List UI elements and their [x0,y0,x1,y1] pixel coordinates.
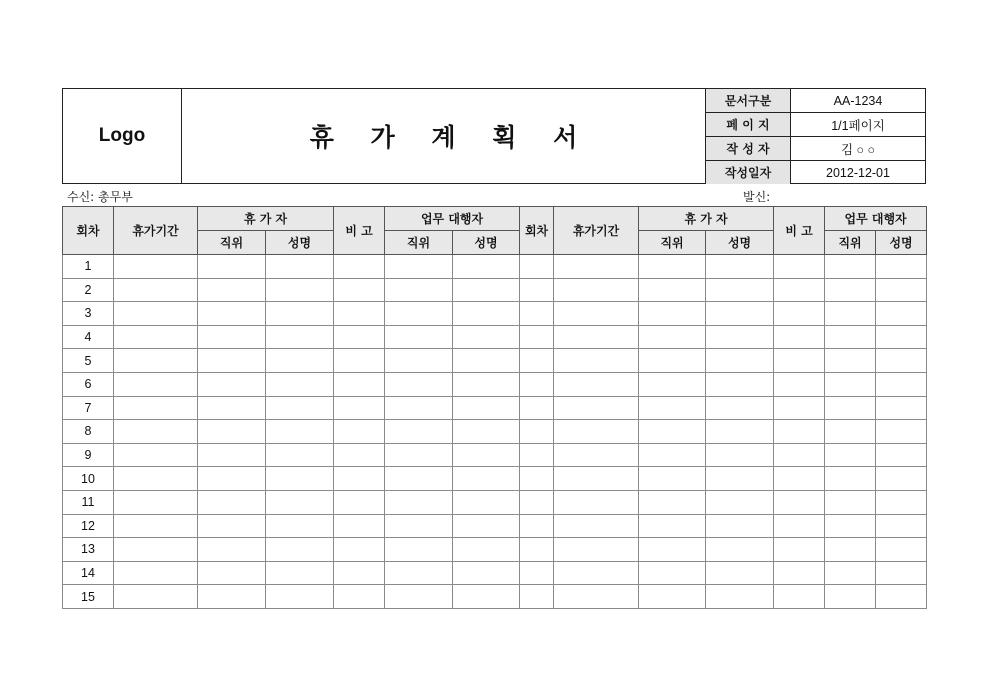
table-cell[interactable] [774,490,825,514]
row-number: 12 [63,514,114,538]
table-cell[interactable] [385,278,453,302]
table-row [63,467,927,491]
header-round: 회차 [63,207,114,255]
table-cell[interactable] [876,396,927,420]
table-cell[interactable] [706,585,774,609]
table-cell[interactable] [453,443,520,467]
table-cell[interactable] [334,585,385,609]
table-cell[interactable] [385,467,453,491]
table-cell[interactable] [334,561,385,585]
info-value: AA-1234 [791,89,926,113]
table-cell[interactable] [639,372,706,396]
table-cell[interactable] [453,514,520,538]
row-number: 5 [63,349,114,373]
table-cell[interactable] [825,372,876,396]
table-cell[interactable] [453,372,520,396]
table-cell[interactable] [334,349,385,373]
table-cell[interactable] [520,514,554,538]
row-number: 3 [63,302,114,326]
table-cell[interactable] [385,585,453,609]
table-row [63,443,927,467]
table-cell[interactable] [266,490,334,514]
table-cell[interactable] [554,278,639,302]
row-number: 1 [63,255,114,279]
table-cell[interactable] [520,585,554,609]
table-cell[interactable] [554,255,639,279]
table-cell[interactable] [114,514,198,538]
table-cell[interactable] [774,467,825,491]
recipient-label: 수신: 총무부 [67,190,133,204]
info-value: 2012-12-01 [826,165,890,180]
table-cell[interactable] [334,490,385,514]
table-cell[interactable] [774,443,825,467]
vacation-plan-table [62,206,927,609]
table-cell[interactable] [639,255,706,279]
table-cell[interactable] [774,372,825,396]
table-cell[interactable] [198,396,266,420]
table-cell[interactable] [198,278,266,302]
table-cell[interactable] [266,278,334,302]
table-cell[interactable] [774,255,825,279]
row-number: 13 [63,538,114,562]
table-cell[interactable] [453,561,520,585]
table-cell[interactable] [774,585,825,609]
table-cell[interactable] [774,538,825,562]
table-cell[interactable] [385,302,453,326]
table-row [63,585,927,609]
table-cell[interactable] [114,538,198,562]
table-cell[interactable] [825,514,876,538]
table-cell[interactable] [520,561,554,585]
info-label: 문서구분 [706,89,791,113]
table-cell[interactable] [876,585,927,609]
row-number: 8 [63,420,114,444]
row-number: 9 [63,443,114,467]
table-cell[interactable] [774,514,825,538]
table-cell[interactable] [114,420,198,444]
row-number: 4 [63,325,114,349]
table-cell[interactable] [876,443,927,467]
table-cell[interactable] [706,538,774,562]
table-cell[interactable] [706,490,774,514]
row-number: 10 [63,467,114,491]
table-cell[interactable] [639,325,706,349]
table-cell[interactable] [453,325,520,349]
table-cell[interactable] [334,255,385,279]
table-cell[interactable] [706,349,774,373]
info-row [706,113,925,137]
table-cell[interactable] [266,255,334,279]
table-cell[interactable] [453,490,520,514]
header-position: 직위 [385,231,453,255]
table-cell[interactable] [876,514,927,538]
table-cell[interactable] [639,514,706,538]
table-cell[interactable] [639,349,706,373]
row-number: 11 [63,490,114,514]
table-cell[interactable] [639,396,706,420]
table-cell[interactable] [876,278,927,302]
table-cell[interactable] [554,443,639,467]
table-cell[interactable] [334,467,385,491]
table-cell[interactable] [114,349,198,373]
table-cell[interactable] [520,396,554,420]
table-cell[interactable] [385,514,453,538]
table-cell[interactable] [198,372,266,396]
table-cell[interactable] [876,490,927,514]
table-cell[interactable] [453,278,520,302]
table-cell[interactable] [554,372,639,396]
table-cell[interactable] [554,325,639,349]
table-cell[interactable] [876,420,927,444]
table-cell[interactable] [706,561,774,585]
table-cell[interactable] [876,561,927,585]
header-vacationer: 휴 가 자 [639,207,774,231]
info-value: 김 ○ ○ [791,137,926,161]
table-cell[interactable] [554,396,639,420]
header-note: 비 고 [334,207,385,255]
table-cell[interactable] [114,302,198,326]
table-cell[interactable] [706,372,774,396]
table-cell[interactable] [876,302,927,326]
table-cell[interactable] [706,467,774,491]
table-cell[interactable] [876,538,927,562]
table-cell[interactable] [114,443,198,467]
table-cell[interactable] [774,420,825,444]
table-cell[interactable] [334,396,385,420]
header-position: 직위 [825,231,876,255]
table-cell[interactable] [198,443,266,467]
row-number: 14 [63,561,114,585]
table-row [63,325,927,349]
table-cell[interactable] [825,467,876,491]
table-cell[interactable] [198,325,266,349]
table-cell[interactable] [453,420,520,444]
table-cell[interactable] [385,490,453,514]
info-label: 작성일자 [706,161,791,185]
table-cell[interactable] [114,490,198,514]
table-cell[interactable] [114,467,198,491]
table-cell[interactable] [706,255,774,279]
table-row [63,514,927,538]
table-cell[interactable] [334,302,385,326]
table-cell[interactable] [198,349,266,373]
table-cell[interactable] [385,325,453,349]
table-cell[interactable] [453,585,520,609]
info-row [706,89,925,113]
table-cell[interactable] [114,325,198,349]
table-cell[interactable] [706,302,774,326]
table-cell[interactable] [266,349,334,373]
table-cell[interactable] [706,278,774,302]
info-value: 1/1페이지 [791,113,926,137]
table-cell[interactable] [520,372,554,396]
header-name: 성명 [876,231,927,255]
table-cell[interactable] [266,585,334,609]
table-cell[interactable] [385,396,453,420]
table-cell[interactable] [266,372,334,396]
row-number: 6 [63,372,114,396]
table-cell[interactable] [639,443,706,467]
info-row [706,161,925,185]
table-cell[interactable] [114,396,198,420]
table-cell[interactable] [266,538,334,562]
table-cell[interactable] [825,302,876,326]
table-cell[interactable] [385,538,453,562]
table-row [63,561,927,585]
table-cell[interactable] [385,255,453,279]
table-row [63,278,927,302]
table-cell[interactable] [825,278,876,302]
table-cell[interactable] [639,278,706,302]
table-cell[interactable] [114,561,198,585]
header-position: 직위 [198,231,266,255]
table-cell[interactable] [114,372,198,396]
table-cell[interactable] [825,396,876,420]
table-cell[interactable] [453,467,520,491]
row-number: 15 [63,585,114,609]
table-cell[interactable] [825,443,876,467]
document-info-table [706,89,925,184]
table-cell[interactable] [639,490,706,514]
table-cell[interactable] [114,255,198,279]
table-cell[interactable] [554,490,639,514]
table-cell[interactable] [334,420,385,444]
table-cell[interactable] [554,349,639,373]
table-cell[interactable] [198,467,266,491]
table-cell[interactable] [266,420,334,444]
table-cell[interactable] [876,467,927,491]
table-cell[interactable] [520,278,554,302]
table-cell[interactable] [198,585,266,609]
table-row [63,538,927,562]
table-cell[interactable] [706,396,774,420]
row-number: 2 [63,278,114,302]
table-cell[interactable] [334,538,385,562]
table-cell[interactable] [198,420,266,444]
table-cell[interactable] [554,420,639,444]
header-row-1 [63,207,927,231]
table-cell[interactable] [520,349,554,373]
table-cell[interactable] [520,538,554,562]
table-cell[interactable] [774,325,825,349]
table-cell[interactable] [198,514,266,538]
table-cell[interactable] [876,372,927,396]
table-cell[interactable] [554,467,639,491]
header-name: 성명 [453,231,520,255]
table-cell[interactable] [876,349,927,373]
table-cell[interactable] [198,538,266,562]
info-label: 작 성 자 [706,137,791,161]
table-cell[interactable] [825,490,876,514]
table-cell[interactable] [453,255,520,279]
table-cell[interactable] [706,325,774,349]
header-position: 직위 [639,231,706,255]
document-title: 휴 가 계 획 서 [182,89,706,183]
table-cell[interactable] [266,514,334,538]
table-cell[interactable] [774,278,825,302]
table-cell[interactable] [198,490,266,514]
table-cell[interactable] [334,372,385,396]
table-cell[interactable] [706,514,774,538]
table-cell[interactable] [825,561,876,585]
table-cell[interactable] [825,538,876,562]
row-number: 7 [63,396,114,420]
header-substitute: 업무 대행자 [825,207,927,231]
table-cell[interactable] [520,325,554,349]
table-cell[interactable] [639,302,706,326]
table-cell[interactable] [639,467,706,491]
table-cell[interactable] [554,514,639,538]
table-cell[interactable] [266,467,334,491]
header-vacationer: 휴 가 자 [198,207,334,231]
table-cell[interactable] [334,443,385,467]
table-cell[interactable] [554,561,639,585]
info-row [706,137,925,161]
header-period: 휴가기간 [554,207,639,255]
table-cell[interactable] [385,372,453,396]
document-header [62,88,926,184]
header-period: 휴가기간 [114,207,198,255]
table-cell[interactable] [266,302,334,326]
table-cell[interactable] [334,278,385,302]
header-name: 성명 [706,231,774,255]
table-cell[interactable] [825,325,876,349]
table-row [63,255,927,279]
table-cell[interactable] [453,538,520,562]
table-cell[interactable] [334,514,385,538]
table-cell[interactable] [520,420,554,444]
table-cell[interactable] [114,585,198,609]
table-row [63,420,927,444]
table-cell[interactable] [453,302,520,326]
header-round: 회차 [520,207,554,255]
table-row [63,396,927,420]
table-cell[interactable] [825,349,876,373]
table-cell[interactable] [385,443,453,467]
table-cell[interactable] [706,420,774,444]
table-cell[interactable] [876,255,927,279]
table-cell[interactable] [520,255,554,279]
table-cell[interactable] [520,490,554,514]
table-cell[interactable] [520,467,554,491]
table-cell[interactable] [198,561,266,585]
header-note: 비 고 [774,207,825,255]
table-cell[interactable] [334,325,385,349]
table-cell[interactable] [198,302,266,326]
table-cell[interactable] [774,349,825,373]
table-cell[interactable] [385,349,453,373]
info-label: 페 이 지 [706,113,791,137]
table-cell[interactable] [774,561,825,585]
table-cell[interactable] [554,302,639,326]
header-substitute: 업무 대행자 [385,207,520,231]
table-cell[interactable] [639,420,706,444]
table-cell[interactable] [825,420,876,444]
header-name: 성명 [266,231,334,255]
table-cell[interactable] [385,420,453,444]
table-cell[interactable] [706,443,774,467]
table-cell[interactable] [774,302,825,326]
table-cell[interactable] [266,561,334,585]
table-cell[interactable] [639,561,706,585]
table-cell[interactable] [198,255,266,279]
table-cell[interactable] [774,396,825,420]
table-cell[interactable] [266,325,334,349]
table-row [63,349,927,373]
table-cell[interactable] [453,396,520,420]
table-cell[interactable] [520,302,554,326]
table-cell[interactable] [266,443,334,467]
table-cell[interactable] [266,396,334,420]
table-cell[interactable] [554,538,639,562]
sender-label: 발신: [743,190,771,204]
table-row [63,372,927,396]
logo: Logo [63,89,182,183]
table-cell[interactable] [825,255,876,279]
table-cell[interactable] [453,349,520,373]
table-row [63,490,927,514]
table-row [63,302,927,326]
table-cell[interactable] [639,538,706,562]
table-cell[interactable] [114,278,198,302]
table-cell[interactable] [639,585,706,609]
table-cell[interactable] [876,325,927,349]
table-cell[interactable] [385,561,453,585]
table-cell[interactable] [825,585,876,609]
table-cell[interactable] [520,443,554,467]
table-cell[interactable] [554,585,639,609]
